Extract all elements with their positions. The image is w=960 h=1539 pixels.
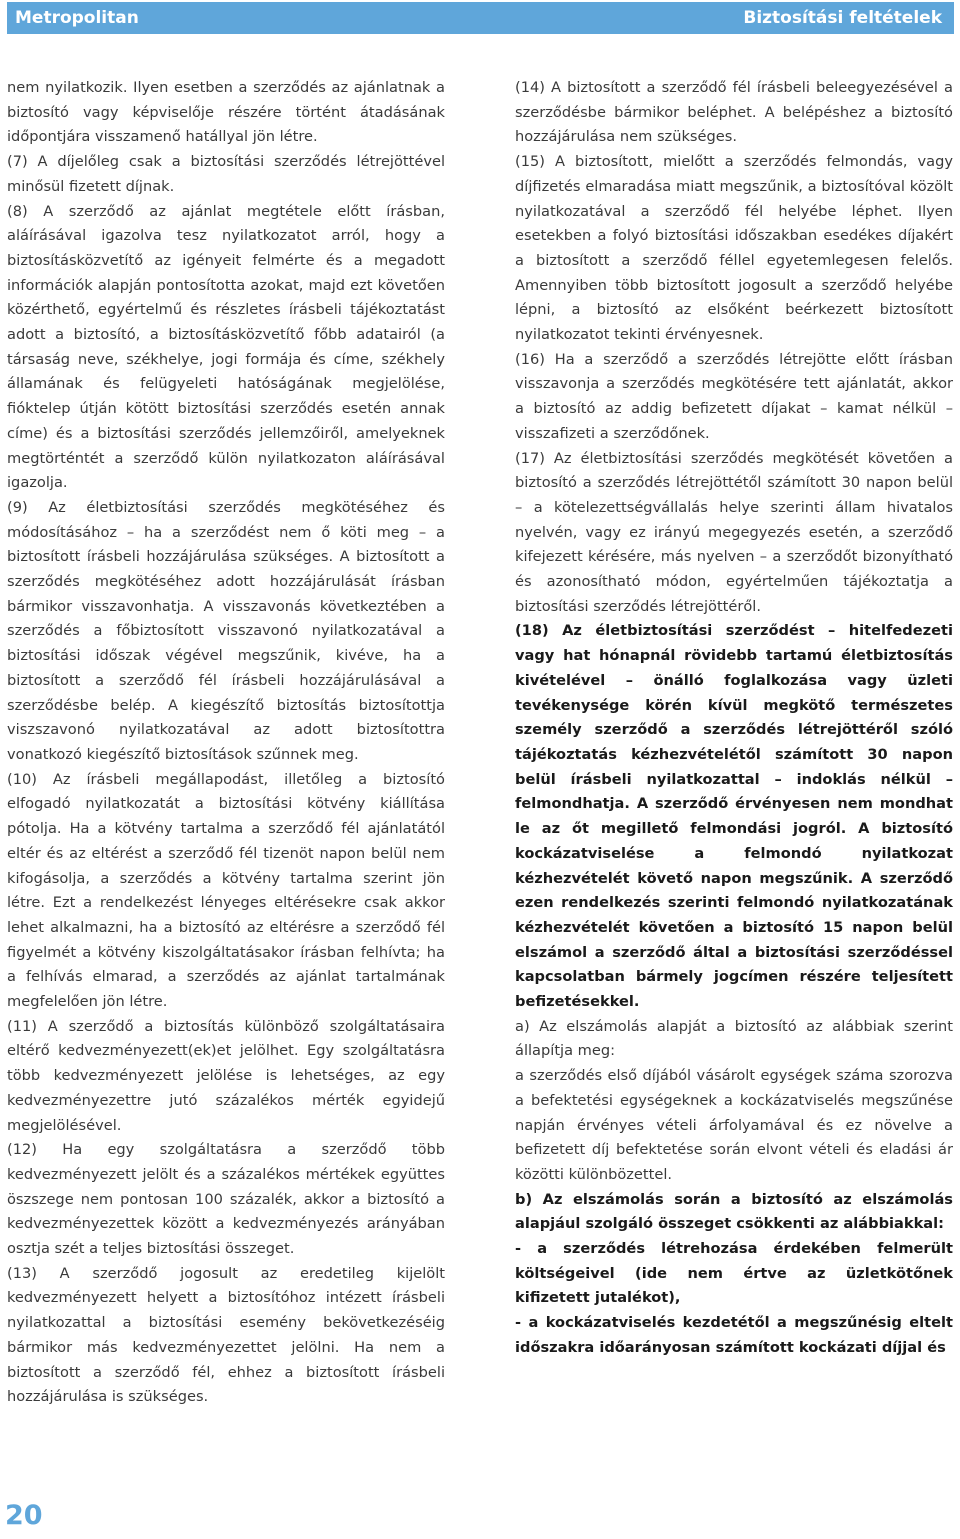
paragraph-12: (12) Ha egy szolgáltatásra a szerződő több kedvezményezett jelölt és a százalékos mértékek együttes öszszege nem pontosan 100 százalék, akkor a biztosító a kedvezményezettek között a kedvezményezés arányában osztja szét a teljes biztosítási összeget. (7, 1141, 445, 1258)
paragraph-b-bold: b) Az elszámolás során a biztosító az elszámolás alapjául szolgáló összeget csökkenti az alábbiakkal: (515, 1190, 953, 1233)
header-section-title: Biztosítási feltételek (743, 8, 942, 28)
paragraph-8: (8) A szerződő az ajánlat megtétele előtt írásban, aláírásával igazolva tesz nyilatkozatot arról, hogy a biztosításközvetítő az igényeit felmérte és a megadott információk alapján pontosította azokat, majd ezt követően közérthető, egyértelmű és részletes írásbeli tájékoztatást adott a biztosító, a biztosításközvetítő főbb adatairól (a társaság neve, székhelye, jogi formája és címe, székhely államának és felügyeleti hatóságának megjelölése, fióktelep útján kötött biztosítási szerződés esetén annak címe) és a biztosítási szerződés jellemzőiről, amelyeknek megtörténtét a szerződő külön nyilatkozaton aláírásával igazolja. (7, 202, 445, 492)
paragraph-11: (11) A szerződő a biztosítás különböző szolgáltatásaira eltérő kedvezményezett(ek)et jelölhet. Egy szolgáltatásra több kedvezményezett jelölése is lehetséges, az egy kedvezményezettre jutó százalékos mérték egyidejű megjelölésével. (7, 1017, 445, 1134)
paragraph-10: (10) Az írásbeli megállapodást, illetőleg a biztosító elfogadó nyilatkozatát a biztosítási kötvény kiállítása pótolja. Ha a kötvény tartalma a szerződő fél ajánlatától eltér és az eltérést a szerződő fél tizenöt napon belül nem kifogásolja, a szerződés a kötvény tartalma szerint jön létre. Ezt a rendelkezést lényeges eltérésekre csak akkor lehet alkalmazni, ha a biztosító az eltérésre a szerződő fél figyelmét a kötvény kiszolgáltatásakor írásban felhívta; ha a felhívás elmarad, a szerződés az ajánlat tartalmának megfelelően jön létre. (7, 770, 445, 1011)
paragraph-9: (9) Az életbiztosítási szerződés megkötéséhez és módosításához – ha a szerződést nem ő köti meg – a biztosított írásbeli hozzájárulása szükséges. A biztosított a szerződés megkötéséhez adott hozzájárulását írásban bármikor visszavonhatja. A visszavonás következtében a szerződés a főbiztosított visszavonó nyilatkozatával a biztosítási időszak végével megszűnik, kivéve, ha a biztosított a szerződő fél írásbeli hozzájárulásával a szerződésbe belép. A kiegészítő biztosítás biztosítottja viszszavonó nyilatkozatával az adott biztosítottra vonatkozó kiegészítő biztosítások szűnnek meg. (7, 498, 445, 763)
paragraph-continuation: nem nyilatkozik. Ilyen esetben a szerződés az ajánlatnak a biztosító vagy képviselője részére történt átadásának időpontjára visszamenő hatállyal jön létre. (7, 79, 445, 146)
paragraph-13: (13) A szerződő jogosult az eredetileg kijelölt kedvezményezett helyett a biztosítóhoz intézett írásbeli nyilatkozattal a biztosítási esemény bekövetkezéséig bármikor más kedvezményezettet jelölni. Ha nem a biztosított a szerződő fél, ehhez a biztosított írásbeli hozzájárulása is szükséges. (7, 1264, 445, 1406)
paragraph-16: (16) Ha a szerződő a szerződés létrejötte előtt írásban visszavonja a szerződés megkötésére tett ajánlatát, akkor a biztosító az addig befizetett díjakat – kamat nélkül – visszafizeti a szerződőnek. (515, 350, 953, 442)
list-item-risk-fee: - a kockázatviselés kezdetétől a megszűnésig eltelt időszakra időarányosan számított kockázati díjjal és (515, 1314, 953, 1356)
paragraph-14: (14) A biztosított a szerződő fél írásbeli beleegyezésével a szerződésbe bármikor beléphet. A belépéshez a biztosító hozzájárulása nem szükséges. (515, 79, 953, 146)
paragraph-15: (15) A biztosított, mielőtt a szerződés felmondás, vagy díjfizetés elmaradása miatt megszűnik, a biztosítóval közölt nyilatkozatával a szerződő fél helyébe léphet. Ilyen esetekben a folyó biztosítási időszakban esedékes díjakért a biztosított a szerződő féllel egyetemlegesen felelős. Amennyiben több biztosított jogosult a szerződő helyébe lépni, a biztosító az elsőként beérkezett biztosított nyilatkozatot tekinti érvényesnek. (515, 153, 953, 344)
paragraph-a: a) Az elszámolás alapját a biztosító az alábbiak szerint állapítja meg: (515, 1017, 953, 1060)
paragraph-18-bold: (18) Az életbiztosítási szerződést – hitelfedezeti vagy hat hónapnál rövidebb tartamú életbiztosítás kivételével – önálló foglalkozása vagy üzleti tevékenysége körén kívül megkötő természetes személy szerződő a szerződés létrejöttéről szóló tájékoztatás kézhezvételétől számított 30 napon belül írásbeli nyilatkozattal – indoklás nélkül – felmondhatja. A szerződő érvényesen nem mondhat le az őt megillető felmondási jogról. A biztosító kockázatviselése a felmondó nyilatkozat kézhezvételét követő napon megszűnik. A szerződő ezen rendelkezés szerinti felmondó nyilatkozatának kézhezvételét követően a biztosító 15 napon belül elszámol a szerződő által a biztosítási szerződéssel kapcsolatban bármely jogcímen részére teljesített befizetésekkel. (515, 622, 953, 1011)
header-brand-title: Metropolitan (15, 8, 139, 28)
paragraph-17: (17) Az életbiztosítási szerződés megkötését követően a biztosító a szerződés létrejöttétől számított 30 napon belül – a kötelezettségvállalás helye szerinti állam hivatalos nyelvén, vagy ez irányú megegyezés esetén, a szerződő kifejezett kérésére, más nyelven – a szerződőt bizonyítható és azonosítható módon, egyértelműen tájékoztatja a biztosítási szerződés létrejöttéről. (515, 449, 953, 615)
right-text-column (515, 76, 953, 1361)
paragraph-a-detail: a szerződés első díjából vásárolt egységek száma szorozva a befektetési egységeknek a kockázatviselés megszűnése napján érvényes vételi árfolyamával és ez növelve a befizetett díj befektetése során elvont vételi és eladási ár közötti különbözettel. (515, 1067, 953, 1183)
paragraph-7: (7) A díjelőleg csak a biztosítási szerződés létrejöttével minősül fizetett díjnak. (7, 153, 445, 195)
list-item-costs: - a szerződés létrehozása érdekében felmerült költségeivel (ide nem értve az üzletkötőnek kifizetett jutalékot), (515, 1240, 953, 1307)
page-header-bar (7, 2, 954, 34)
left-text-column (7, 76, 445, 1410)
page-number: 20 (5, 1500, 43, 1531)
